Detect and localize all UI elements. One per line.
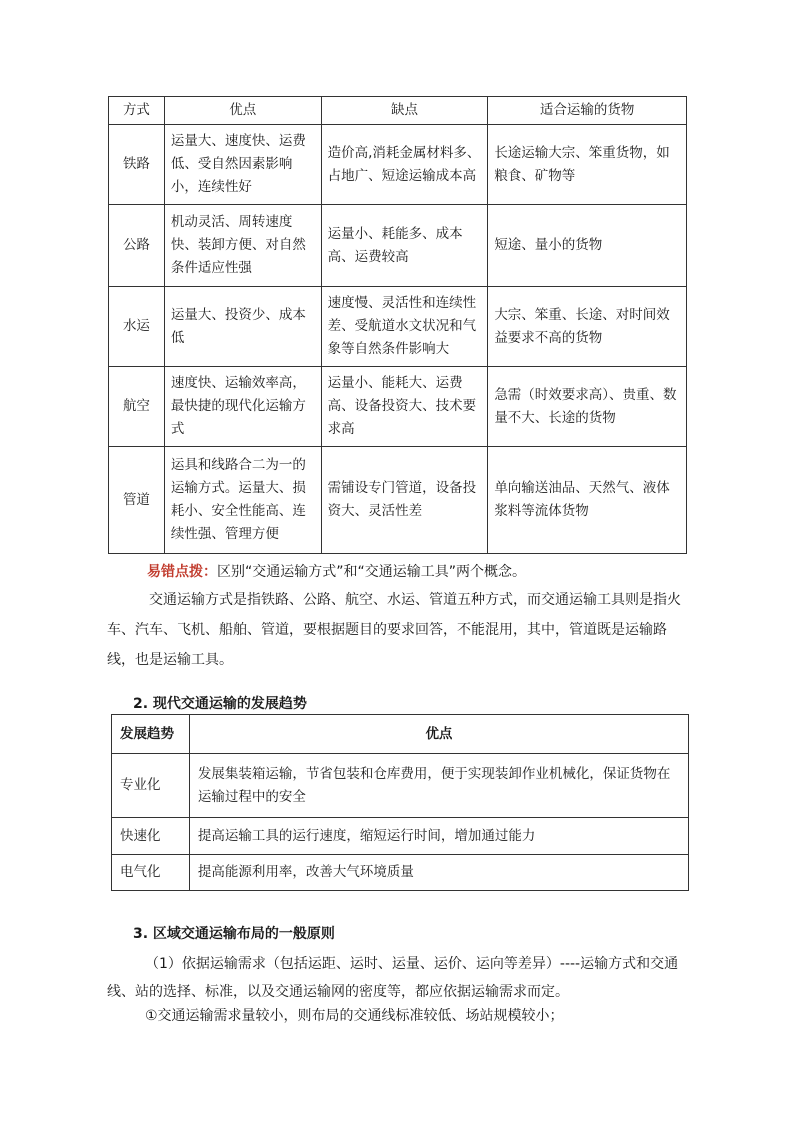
header-cell-goods: 适合运输的货物 [488, 97, 687, 125]
table-row [109, 125, 687, 205]
section2-heading: 2. 现代交通运输的发展趋势 [133, 696, 307, 712]
header-cell-cons: 缺点 [321, 97, 488, 125]
pros-cell: 运量大、投资少、成本低 [164, 287, 321, 367]
section3-paragraph-2: ①交通运输需求量较小，则布局的交通线标准较低、场站规模较小； [145, 1008, 564, 1024]
trend-cell: 快速化 [112, 818, 190, 855]
table-header-row [109, 97, 687, 125]
cons-cell: 运量小、能耗大、运费高、设备投资大、技术要求高 [321, 367, 488, 447]
table-row [112, 754, 689, 818]
header-cell-merit: 优点 [189, 715, 688, 754]
pros-cell: 运量大、速度快、运费低、受自然因素影响小，连续性好 [164, 125, 321, 205]
section3-paragraph-1: （1）依据运输需求（包括运距、运时、运量、运价、运向等差异）----运输方式和交通线、站的选择、标准，以及交通运输网的密度等，都应依据运输需求而定。 [107, 956, 679, 1000]
goods-cell: 单向输送油品、天然气、液体浆料等流体货物 [488, 447, 687, 554]
merit-cell: 提高能源利用率，改善大气环境质量 [189, 855, 688, 891]
goods-cell: 长途运输大宗、笨重货物，如粮食、矿物等 [488, 125, 687, 205]
transport-modes-table [108, 96, 687, 554]
pros-cell: 运具和线路合二为一的运输方式。运量大、损耗小、安全性能高、连续性强、管理方便 [164, 447, 321, 554]
note-paragraph: 交通运输方式是指铁路、公路、航空、水运、管道五种方式，而交通运输工具则是指火车、汽车、飞机、船舶、管道，要根据题目的要求回答，不能混用，其中，管道既是运输路线，也是运输工具。 [107, 592, 681, 668]
mode-cell: 公路 [109, 205, 165, 287]
table-row [109, 367, 687, 447]
note-label: 易错点拨： [147, 564, 217, 580]
pros-cell: 速度快、运输效率高，最快捷的现代化运输方式 [164, 367, 321, 447]
note-line [147, 559, 526, 586]
mode-cell: 管道 [109, 447, 165, 554]
development-trends-table [111, 714, 689, 891]
header-cell-mode: 方式 [109, 97, 165, 125]
mode-cell: 航空 [109, 367, 165, 447]
trend-cell: 电气化 [112, 855, 190, 891]
merit-cell: 发展集装箱运输，节省包装和仓库费用，便于实现装卸作业机械化，保证货物在运输过程中的安全 [189, 754, 688, 818]
mode-cell: 水运 [109, 287, 165, 367]
cons-cell: 运量小、耗能多、成本高、运费较高 [321, 205, 488, 287]
header-cell-trend: 发展趋势 [112, 715, 190, 754]
section3-heading: 3. 区域交通运输布局的一般原则 [133, 926, 335, 942]
pros-cell: 机动灵活、周转速度快、装卸方便、对自然条件适应性强 [164, 205, 321, 287]
cons-cell: 需铺设专门管道，设备投资大、灵活性差 [321, 447, 488, 554]
mode-cell: 铁路 [109, 125, 165, 205]
table-row [109, 287, 687, 367]
goods-cell: 急需（时效要求高）、贵重、数量不大、长途的货物 [488, 367, 687, 447]
table-row [112, 855, 689, 891]
table-row [112, 818, 689, 855]
trend-cell: 专业化 [112, 754, 190, 818]
header-cell-pros: 优点 [164, 97, 321, 125]
cons-cell: 速度慢、灵活性和连续性差、受航道水文状况和气象等自然条件影响大 [321, 287, 488, 367]
cons-cell: 造价高,消耗金属材料多、占地广、短途运输成本高 [321, 125, 488, 205]
note-text: 区别“交通运输方式”和“交通运输工具”两个概念。 [217, 564, 527, 580]
goods-cell: 大宗、笨重、长途、对时间效益要求不高的货物 [488, 287, 687, 367]
table-row [109, 205, 687, 287]
table-header-row [112, 715, 689, 754]
table-row [109, 447, 687, 554]
merit-cell: 提高运输工具的运行速度，缩短运行时间，增加通过能力 [189, 818, 688, 855]
goods-cell: 短途、量小的货物 [488, 205, 687, 287]
